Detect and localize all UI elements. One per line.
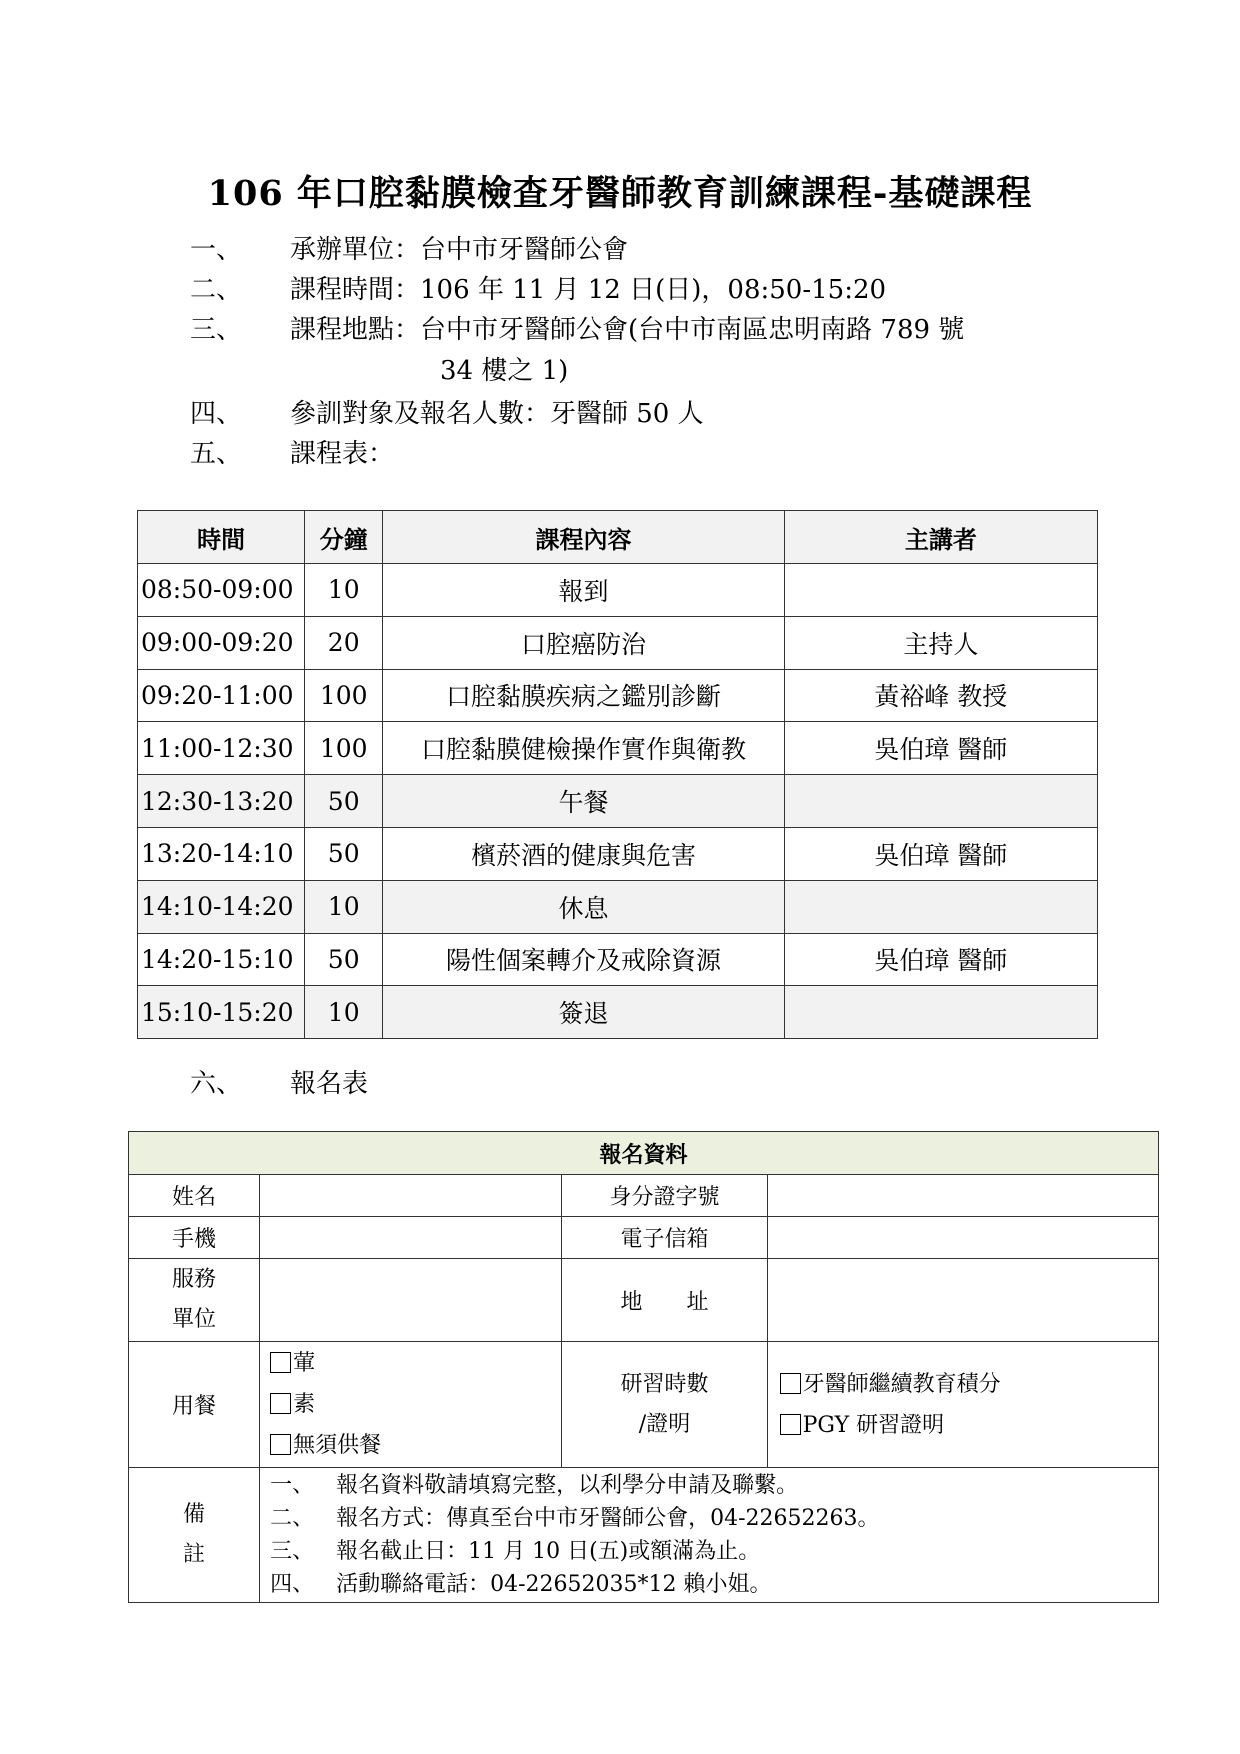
email-label: 電子信箱 [562, 1217, 767, 1259]
speaker-cell [784, 564, 1097, 617]
checkbox-icon[interactable] [270, 1393, 291, 1414]
meal-option-none[interactable] [270, 1425, 561, 1466]
speaker-cell: 黃裕峰 教授 [784, 669, 1097, 722]
column-header: 分鐘 [305, 511, 383, 564]
study-hours-label [562, 1342, 767, 1468]
item-text: 課程時間：106 年 11 月 12 日(日)，08:50-15:20 [290, 275, 887, 305]
study-hours-label-line1: 研習時數 [620, 1371, 709, 1397]
item-number: 五、 [190, 439, 243, 469]
minutes-cell: 100 [305, 722, 383, 775]
note-number: 二、 [270, 1506, 315, 1531]
time-cell: 09:20-11:00 [138, 669, 305, 722]
table-row [138, 933, 1098, 986]
checkbox-icon[interactable] [270, 1352, 291, 1373]
speaker-cell: 吳伯璋 醫師 [784, 827, 1097, 880]
note-text: 活動聯絡電話：04-22652035*12 賴小姐。 [336, 1572, 772, 1597]
table-row [138, 880, 1098, 933]
time-cell: 12:30-13:20 [138, 775, 305, 828]
registration-form [128, 1131, 1159, 1603]
item-text: 課程地點：台中市牙醫師公會(台中市南區忠明南路 789 號 [290, 315, 965, 345]
hours-option-dentist-credit[interactable] [780, 1364, 1158, 1405]
item-text: 課程表： [290, 439, 395, 469]
minutes-cell: 10 [305, 986, 383, 1039]
time-cell: 11:00-12:30 [138, 722, 305, 775]
address-field[interactable] [767, 1259, 1158, 1342]
notes-label [129, 1468, 260, 1603]
speaker-cell: 吳伯璋 醫師 [784, 722, 1097, 775]
content-cell: 口腔黏膜健檢操作實作與衛教 [383, 722, 784, 775]
meal-option-meat[interactable] [270, 1343, 561, 1384]
time-cell: 15:10-15:20 [138, 986, 305, 1039]
workplace-label [129, 1259, 260, 1342]
table-row [138, 986, 1098, 1039]
meal-label: 用餐 [129, 1342, 260, 1468]
content-cell: 午餐 [383, 775, 784, 828]
address-label: 地 址 [562, 1259, 767, 1342]
email-field[interactable] [767, 1217, 1158, 1259]
time-cell: 14:10-14:20 [138, 880, 305, 933]
note-item [270, 1502, 1158, 1535]
table-row [138, 564, 1098, 617]
table-row [138, 669, 1098, 722]
checkbox-icon[interactable] [780, 1414, 801, 1435]
speaker-cell [784, 775, 1097, 828]
mobile-label: 手機 [129, 1217, 260, 1259]
content-cell: 休息 [383, 880, 784, 933]
minutes-cell: 100 [305, 669, 383, 722]
content-cell: 陽性個案轉介及戒除資源 [383, 933, 784, 986]
workplace-label-line1: 服務 [172, 1267, 217, 1292]
column-header: 課程內容 [383, 511, 784, 564]
item-number: 四、 [190, 399, 243, 429]
notes-label-line2: 註 [183, 1542, 206, 1567]
item-course-location [190, 312, 964, 348]
item-number: 三、 [190, 315, 243, 345]
item-organizer [190, 232, 628, 268]
item-number: 六、 [190, 1069, 243, 1099]
item-text: 承辦單位：台中市牙醫師公會 [290, 235, 629, 265]
schedule-table [137, 510, 1098, 1039]
content-cell: 口腔癌防治 [383, 616, 784, 669]
id-number-label: 身分證字號 [562, 1175, 767, 1217]
speaker-cell: 主持人 [784, 616, 1097, 669]
minutes-cell: 10 [305, 880, 383, 933]
name-field[interactable] [260, 1175, 562, 1217]
minutes-cell: 50 [305, 933, 383, 986]
minutes-cell: 50 [305, 827, 383, 880]
content-cell: 報到 [383, 564, 784, 617]
minutes-cell: 50 [305, 775, 383, 828]
schedule-header-row [138, 511, 1098, 564]
item-schedule-heading [190, 436, 394, 472]
column-header: 時間 [138, 511, 305, 564]
id-number-field[interactable] [767, 1175, 1158, 1217]
speaker-cell [784, 986, 1097, 1039]
note-item [270, 1469, 1158, 1502]
note-item [270, 1535, 1158, 1568]
checkbox-icon[interactable] [270, 1434, 291, 1455]
option-label: 牙醫師繼續教育積分 [802, 1371, 1001, 1397]
note-number: 三、 [270, 1539, 315, 1564]
content-cell: 檳菸酒的健康與危害 [383, 827, 784, 880]
item-text: 報名表 [290, 1069, 369, 1099]
option-label: 無須供餐 [293, 1433, 382, 1458]
item-location-continued: 34 樓之 1) [440, 356, 569, 386]
content-cell: 簽退 [383, 986, 784, 1039]
study-hours-label-line2: /證明 [638, 1411, 691, 1437]
item-participants [190, 396, 704, 432]
option-label: 葷 [293, 1351, 316, 1376]
notes-content [260, 1468, 1159, 1603]
item-registration-heading [190, 1066, 368, 1102]
table-row [138, 827, 1098, 880]
item-course-time [190, 272, 886, 308]
name-label: 姓名 [129, 1175, 260, 1217]
note-number: 一、 [270, 1473, 315, 1498]
speaker-cell [784, 880, 1097, 933]
option-label: PGY 研習證明 [802, 1412, 945, 1438]
table-row [138, 775, 1098, 828]
hours-option-pgy-certificate[interactable] [780, 1405, 1158, 1446]
time-cell: 14:20-15:10 [138, 933, 305, 986]
column-header: 主講者 [784, 511, 1097, 564]
note-item [270, 1568, 1158, 1601]
table-row [138, 722, 1098, 775]
time-cell: 09:00-09:20 [138, 616, 305, 669]
option-label: 素 [293, 1392, 316, 1417]
minutes-cell: 20 [305, 616, 383, 669]
item-text: 參訓對象及報名人數：牙醫師 50 人 [290, 399, 704, 429]
workplace-field[interactable] [260, 1259, 562, 1342]
content-cell: 口腔黏膜疾病之鑑別診斷 [383, 669, 784, 722]
form-header: 報名資料 [129, 1132, 1159, 1175]
speaker-cell: 吳伯璋 醫師 [784, 933, 1097, 986]
mobile-field[interactable] [260, 1217, 562, 1259]
note-text: 報名截止日：11 月 10 日(五)或額滿為止。 [336, 1539, 761, 1564]
document-title: 106 年口腔黏膜檢查牙醫師教育訓練課程-基礎課程 [207, 173, 1033, 214]
checkbox-icon[interactable] [780, 1373, 801, 1394]
notes-label-line1: 備 [183, 1502, 206, 1527]
minutes-cell: 10 [305, 564, 383, 617]
note-number: 四、 [270, 1572, 315, 1597]
note-text: 報名方式：傳真至台中市牙醫師公會，04-22652263。 [336, 1506, 880, 1531]
meal-options [260, 1342, 562, 1468]
item-number: 一、 [190, 235, 243, 265]
table-row [138, 616, 1098, 669]
study-hours-options [767, 1342, 1158, 1468]
time-cell: 13:20-14:10 [138, 827, 305, 880]
meal-option-vegetarian[interactable] [270, 1384, 561, 1425]
item-number: 二、 [190, 275, 243, 305]
time-cell: 08:50-09:00 [138, 564, 305, 617]
note-text: 報名資料敬請填寫完整，以利學分申請及聯繫。 [336, 1473, 799, 1498]
workplace-label-line2: 單位 [172, 1307, 217, 1332]
